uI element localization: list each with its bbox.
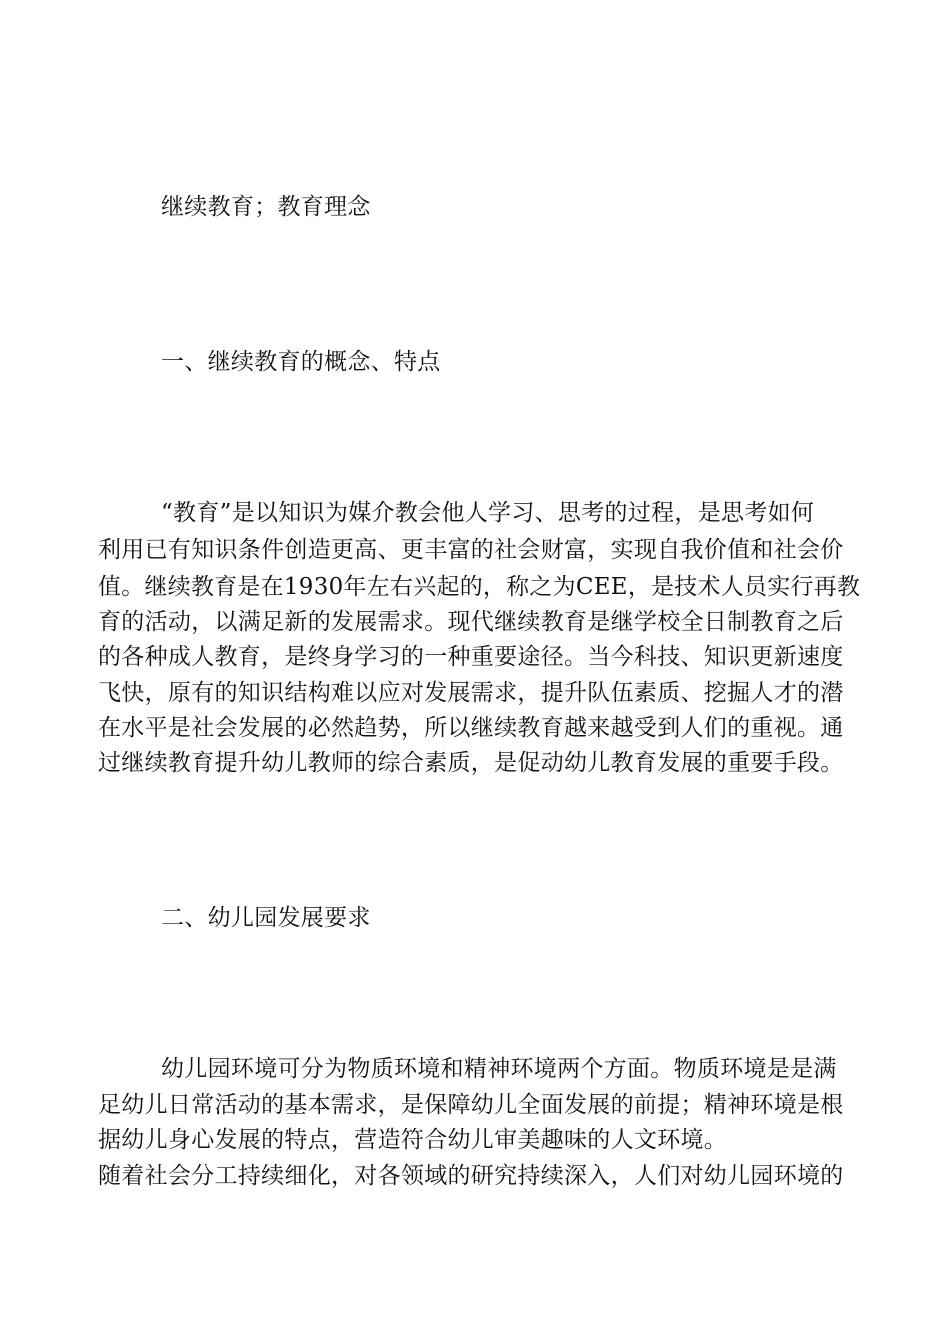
keywords-line: 继续教育；教育理念	[161, 194, 371, 220]
section-2-line: 足幼儿日常活动的基本需求，是保障幼儿全面发展的前提；精神环境是根	[98, 1092, 844, 1118]
section-1-line: 的各种成人教育，是终身学习的一种重要途径。当今科技、知识更新速度	[98, 644, 844, 670]
section-1-line: 飞快，原有的知识结构难以应对发展需求，提升队伍素质、挖掘人才的潜	[98, 680, 844, 706]
section-1-line: 利用已有知识条件创造更高、更丰富的社会财富，实现自我价值和社会价	[98, 537, 844, 563]
section-1-line: 过继续教育提升幼儿教师的综合素质，是促动幼儿教育发展的重要手段。	[98, 750, 844, 776]
section-1-line: 育的活动，以满足新的发展需求。现代继续教育是继学校全日制教育之后	[98, 609, 844, 635]
section-2-heading: 二、幼儿园发展要求	[161, 905, 371, 931]
section-1-line: 值。继续教育是在1930年左右兴起的，称之为CEE，是技术人员实行再教	[98, 574, 861, 600]
section-2-line: 随着社会分工持续细化，对各领域的研究持续深入，人们对幼儿园环境的	[98, 1163, 844, 1189]
section-1-line: 在水平是社会发展的必然趋势，所以继续教育越来越受到人们的重视。通	[98, 715, 844, 741]
section-1-heading: 一、继续教育的概念、特点	[161, 349, 441, 375]
section-1-line: “教育”是以知识为媒介教会他人学习、思考的过程，是思考如何	[161, 500, 815, 526]
section-2-line: 据幼儿身心发展的特点，营造符合幼儿审美趣味的人文环境。	[98, 1127, 728, 1153]
section-2-line: 幼儿园环境可分为物质环境和精神环境两个方面。物质环境是是满	[161, 1056, 837, 1082]
